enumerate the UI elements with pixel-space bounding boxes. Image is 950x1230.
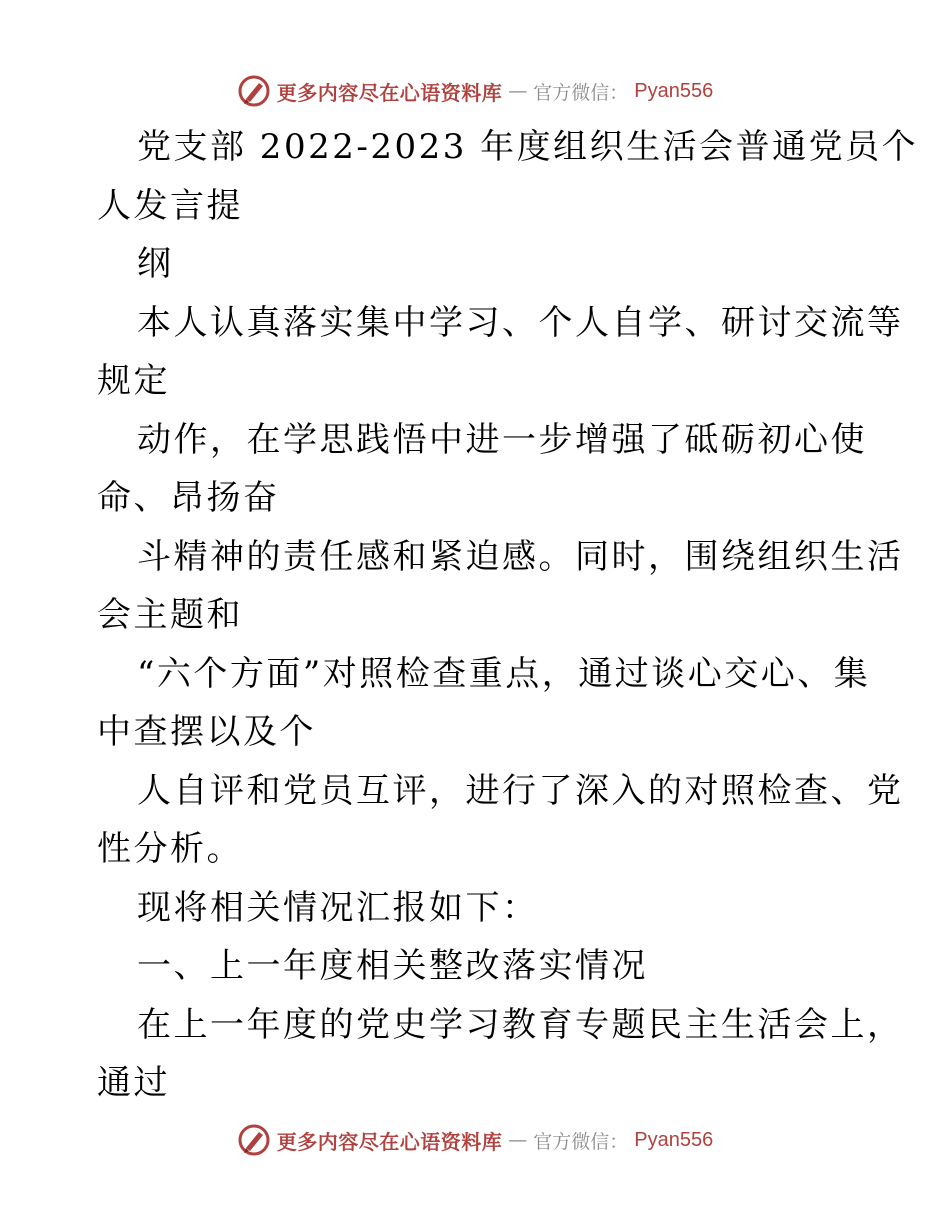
document-title-line-3: 纲	[137, 244, 174, 284]
paragraph-line: 规定	[97, 361, 170, 401]
separator: —	[508, 1129, 528, 1151]
document-title-line-2: 人发言提	[97, 185, 243, 226]
wechat-id: Pyan556	[634, 1128, 714, 1151]
wechat-id: Pyan556	[634, 79, 714, 102]
paragraph-line: 本人认真落实集中学习、个人自学、研讨交流等	[137, 302, 904, 343]
pen-logo-icon	[237, 74, 271, 108]
paragraph-line: 现将相关情况汇报如下：	[137, 887, 539, 928]
paragraph-line: 中查摆以及个	[97, 712, 316, 752]
footer-watermark-banner	[0, 1120, 950, 1160]
paragraph-line: 会主题和	[97, 595, 243, 635]
paragraph-line: 人自评和党员互评，进行了深入的对照检查、党	[137, 770, 904, 811]
promo-text: 更多内容尽在心语资料库	[276, 80, 503, 105]
wechat-label: 官方微信：	[533, 81, 629, 104]
document-body	[97, 118, 919, 1113]
paragraph-line: 性分析。	[97, 829, 243, 869]
paragraph-line: 在上一年度的党史学习教育专题民主生活会上，	[137, 1004, 904, 1045]
paragraph-line: 斗精神的责任感和紧迫感。同时，围绕组织生活	[137, 536, 904, 577]
paragraph-line: “六个方面”对照检查重点，通过谈心交心、集	[137, 653, 871, 694]
section-heading: 一、上一年度相关整改落实情况	[137, 946, 648, 986]
wechat-label: 官方微信：	[533, 1130, 629, 1153]
document-title-line-1: 党支部 2022-2023 年度组织生活会普通党员个	[137, 127, 919, 167]
paragraph-line: 动作，在学思践悟中进一步增强了砥砺初心使	[137, 419, 867, 460]
paragraph-line: 通过	[97, 1063, 170, 1103]
header-watermark-banner	[0, 71, 950, 111]
paragraph-line: 命、昂扬奋	[97, 478, 280, 518]
separator: —	[508, 80, 528, 102]
promo-text: 更多内容尽在心语资料库	[276, 1129, 503, 1154]
pen-logo-icon	[237, 1123, 271, 1157]
